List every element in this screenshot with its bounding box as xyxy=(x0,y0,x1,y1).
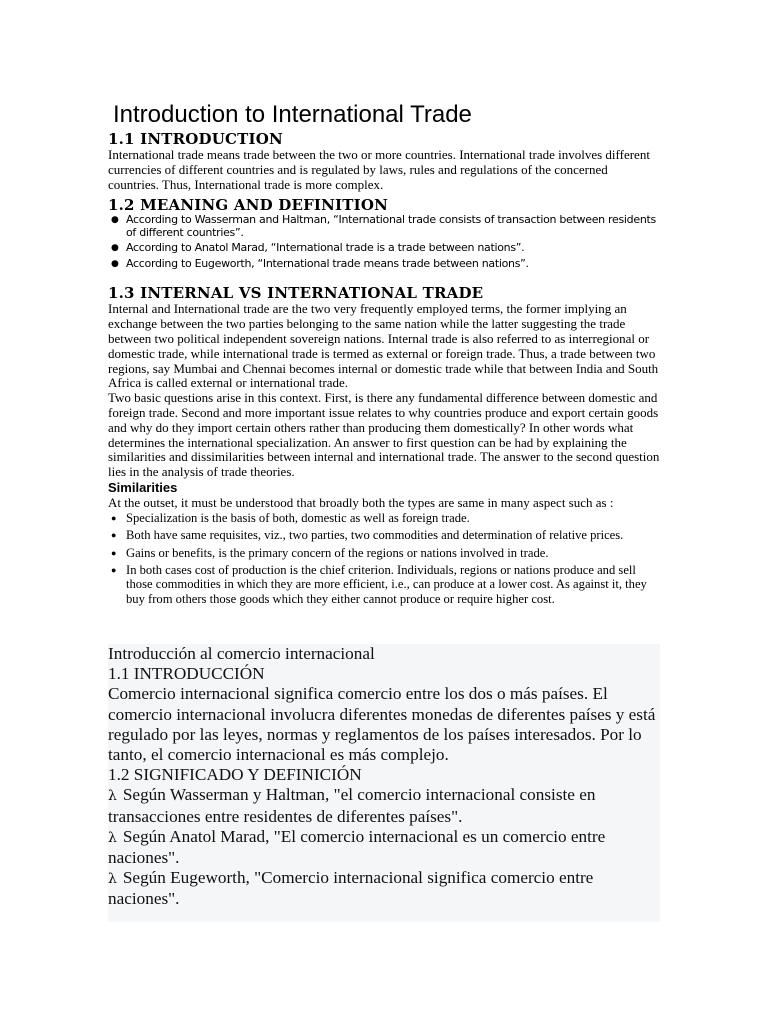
bullet-text: Según Eugeworth, "Comercio internacional significa comercio entre naciones". xyxy=(108,868,594,909)
list-item xyxy=(108,868,660,909)
list-item xyxy=(108,546,660,560)
section-heading-meaning: 1.2 MEANING AND DEFINITION xyxy=(108,196,389,215)
translation-heading-introduction: 1.1 INTRODUCCIÓN xyxy=(108,664,265,684)
list-item xyxy=(108,258,660,271)
internal-paragraph-1: Internal and International trade are the two very frequently employed terms, the former implying an exchange between the two parties belonging to the same nation while the latter suggesting the trade between two political independent sovereign nations. Internal trade is also referred to as interregional or domestic trade, while international trade is termed as external or foreign trade. Thus, a trade between two regions, say Mumbai and Chennai becomes internal or domestic trade while that between India and South Africa is called external or international trade. xyxy=(108,301,659,391)
bullet-text: In both cases cost of production is the chief criterion. Individuals, regions or nations produce and sell those commodities in which they are more efficient, i.e., can produce at a lower cost. As against it, they buy from others those goods which they either cannot produce or require higher cost. xyxy=(126,562,647,606)
introduction-paragraph: International trade means trade between the two or more countries. International trade involves different currencies of different countries and is regulated by laws, rules and regulations of the concerned countries. Thus, International trade is more complex. xyxy=(108,147,650,192)
bullet-icon: ● xyxy=(111,258,119,269)
lambda-bullet-icon: λ xyxy=(108,788,117,805)
list-item xyxy=(108,785,660,826)
bullet-text: Both have same requisites, viz., two parties, two commodities and determination of relative prices. xyxy=(126,528,624,543)
list-item xyxy=(108,511,660,525)
section-heading-introduction: 1.1 INTRODUCTION xyxy=(108,130,283,148)
bullet-text: According to Anatol Marad, “International trade is a trade between nations”. xyxy=(126,241,525,255)
bullet-icon: ● xyxy=(111,215,119,226)
internal-paragraph-2: Two basic questions arise in this context. First, is there any fundamental difference between domestic and foreign trade. Second and more important issue relates to why countries produce and export certain goods and why do they import certain others rather than producing them domestically? In other words what determines the international specialization. An answer to first question can be had by explaining the similarities and dissimilarities between internal and international trade. The answer to the second question lies in the analysis of trade theories. xyxy=(108,390,660,480)
bullet-text: Specialization is the basis of both, domestic as well as foreign trade. xyxy=(126,510,470,525)
similarities-heading: Similarities xyxy=(108,479,178,495)
bullet-text: Según Wasserman y Haltman, "el comercio internacional consiste en transacciones entre residentes de diferentes países". xyxy=(108,785,596,826)
list-item xyxy=(108,242,660,255)
translation-title: Introducción al comercio internacional xyxy=(108,644,375,663)
bullet-text: Gains or benefits, is the primary concern of the regions or nations involved in trade. xyxy=(126,545,549,560)
similarities-intro: At the outset, it must be understood that broadly both the types are same in many aspect such as : xyxy=(108,494,614,510)
translation-heading-meaning: 1.2 SIGNIFICADO Y DEFINICIÓN xyxy=(108,765,362,785)
bullet-icon: ● xyxy=(111,547,117,558)
list-item xyxy=(108,214,660,239)
document-body xyxy=(108,130,660,606)
bullet-text: Según Anatol Marad, "El comercio internacional es un comercio entre naciones". xyxy=(108,826,606,868)
bullet-icon: ● xyxy=(111,512,117,523)
bullet-text: According to Wasserman and Haltman, “International trade consists of transaction between residents of different countries”. xyxy=(126,213,656,239)
page-title: Introduction to International Trade xyxy=(113,101,472,128)
list-item xyxy=(108,528,660,542)
lambda-bullet-icon: λ xyxy=(108,829,117,846)
translation-introduction-paragraph: Comercio internacional significa comercio entre los dos o más países. El comercio internacional involucra diferentes monedas de diferentes países y está regulado por las leyes, normas y reglamentos de los países interesados. Por lo tanto, el comercio internacional es más complejo. xyxy=(108,684,656,765)
section-heading-internal-vs-international: 1.3 INTERNAL VS INTERNATIONAL TRADE xyxy=(108,284,484,303)
lambda-bullet-icon: λ xyxy=(108,871,117,888)
bullet-icon: ● xyxy=(111,530,117,541)
list-item xyxy=(108,563,660,606)
bullet-icon: ● xyxy=(111,564,117,575)
bullet-icon: ● xyxy=(111,243,119,254)
translation-box xyxy=(108,644,660,922)
list-item xyxy=(108,827,660,868)
bullet-text: According to Eugeworth, “International trade means trade between nations”. xyxy=(126,256,529,270)
